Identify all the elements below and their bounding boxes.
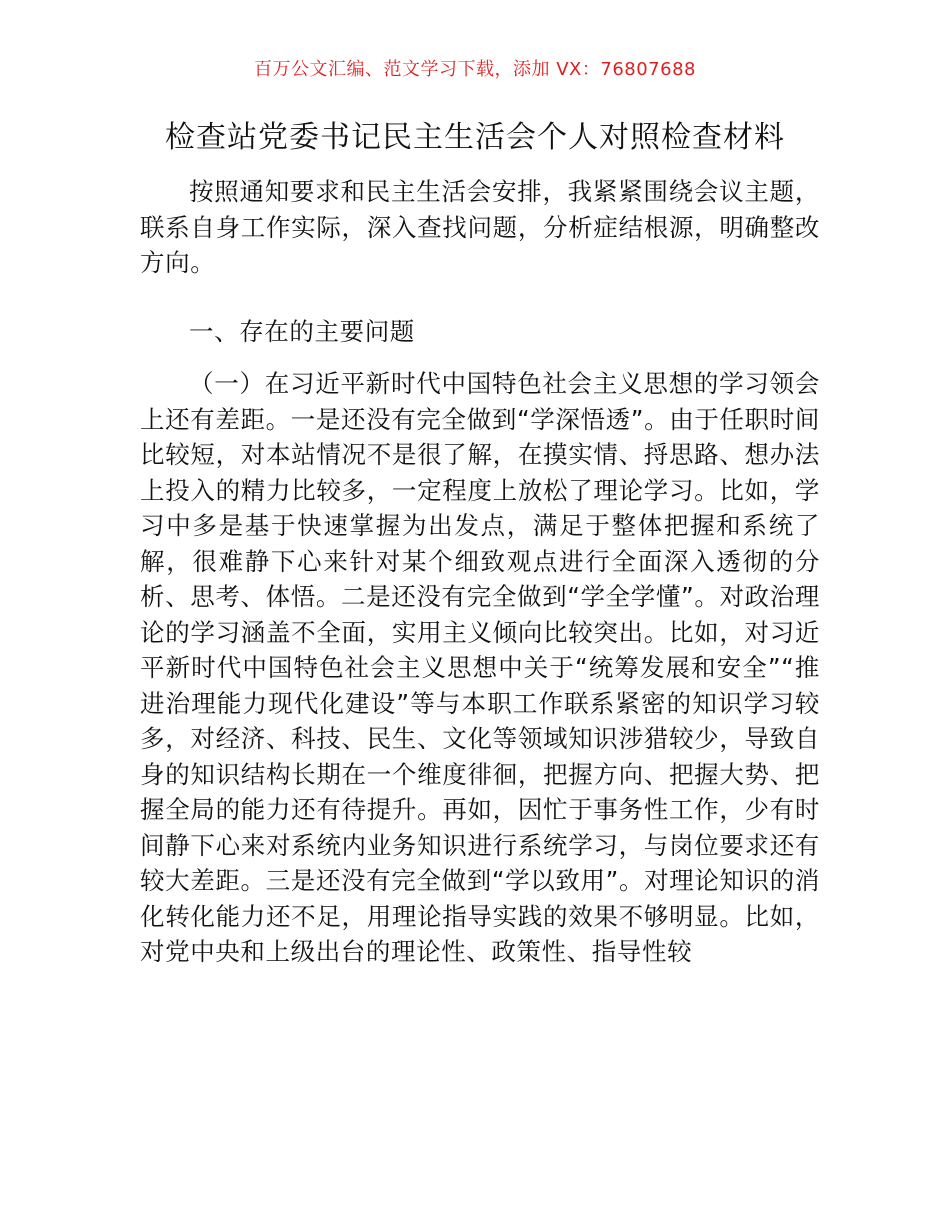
section-heading: 一、存在的主要问题	[189, 317, 415, 346]
subsection-block	[140, 366, 820, 970]
section-heading-block	[140, 314, 820, 350]
document-title: 检查站党委书记民主生活会个人对照检查材料	[165, 120, 785, 155]
intro-paragraph: 按照通知要求和民主生活会安排，我紧紧围绕会议主题，联系自身工作实际，深入查找问题，分析症结根源，明确整改方向。	[140, 177, 820, 277]
subsection-paragraph: （一）在习近平新时代中国特色社会主义思想的学习领会上还有差距。一是还没有完全做到“学深悟透”。由于任职时间比较短，对本站情况不是很了解，在摸实情、捋思路、想办法上投入的精力比较多，一定程度上放松了理论学习。比如，学习中多是基于快速掌握为出发点，满足于整体把握和系统了解，很难静下心来针对某个细致观点进行全面深入透彻的分析、思考、体悟。二是还没有完全做到“学全学懂”。对政治理论的学习涵盖不全面，实用主义倾向比较突出。比如，对习近平新时代中国特色社会主义思想中关于“统筹发展和安全”“推进治理能力现代化建设”等与本职工作联系紧密的知识学习较多，对经济、科技、民生、文化等领域知识涉猎较少，导致自身的知识结构长期在一个维度徘徊，把握方向、把握大势、把握全局的能力还有待提升。再如，因忙于事务性工作，少有时间静下心来对系统内业务知识进行系统学习，与岗位要求还有较大差距。三是还没有完全做到“学以致用”。对理论知识的消化转化能力还不足，用理论指导实践的效果不够明显。比如，对党中央和上级出台的理论性、政策性、指导性较	[140, 369, 820, 966]
header-watermark: 百万公文汇编、范文学习下载，添加 VX：76807688	[254, 59, 696, 80]
intro-block	[140, 174, 820, 281]
